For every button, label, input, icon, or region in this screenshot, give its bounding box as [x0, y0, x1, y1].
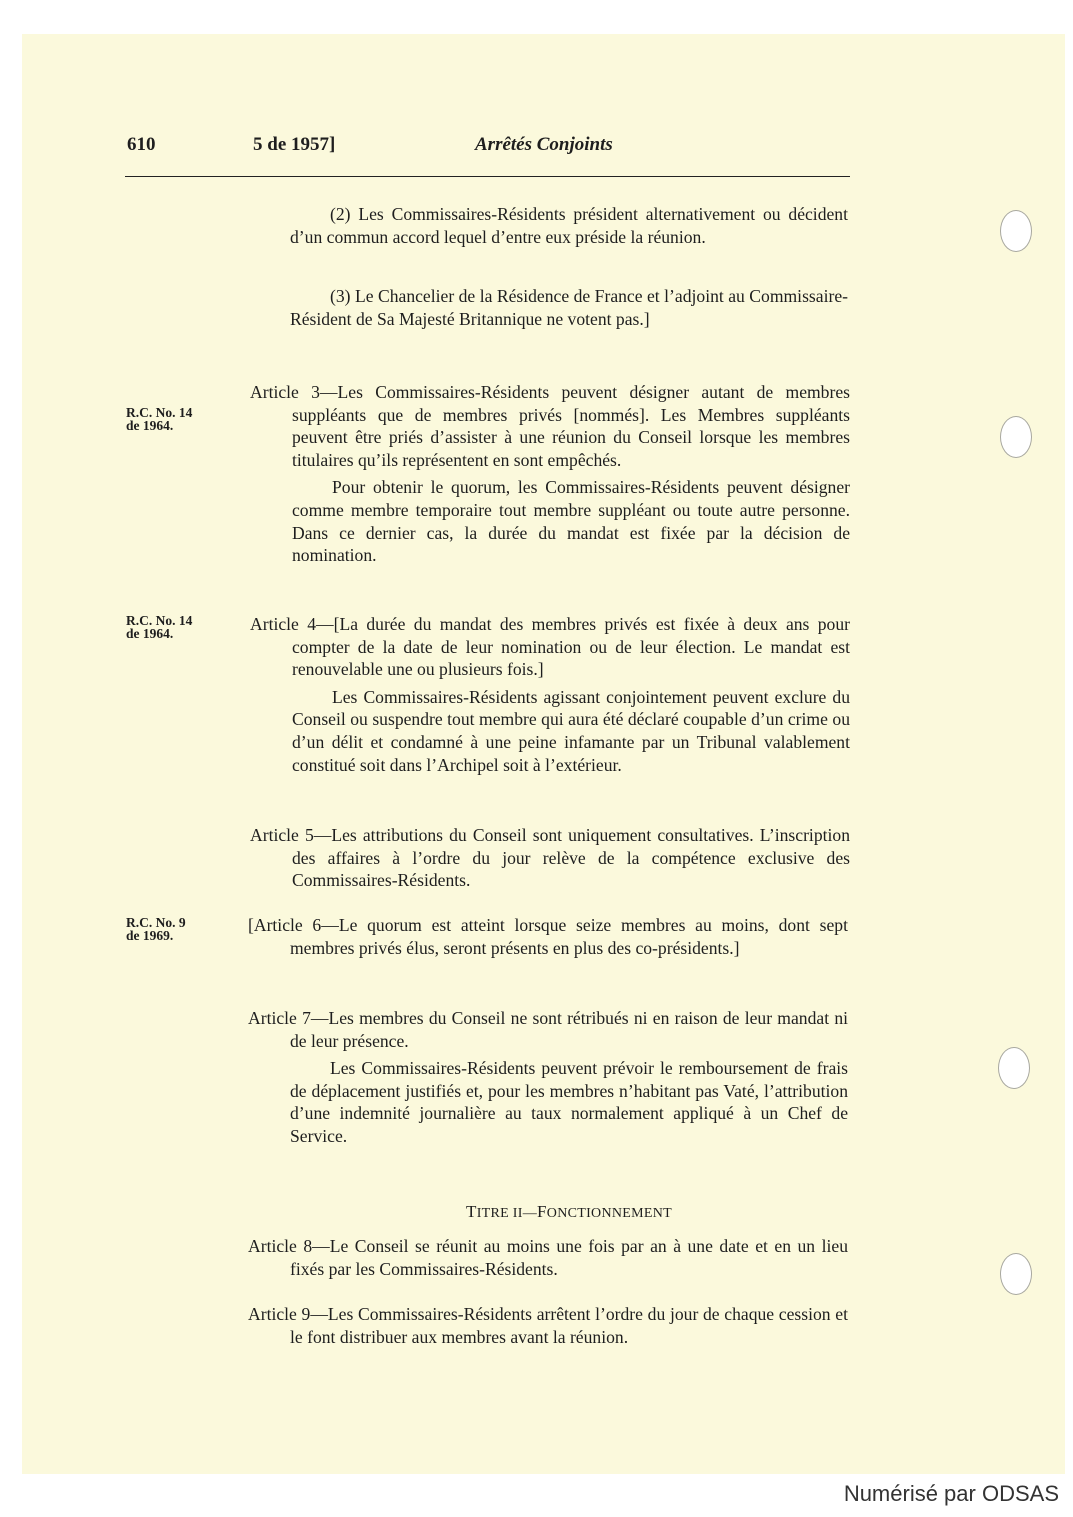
margin-note-article-6	[126, 916, 186, 942]
header-rule	[125, 176, 850, 177]
paragraph-3: (3) Le Chancelier de la Résidence de France et l’adjoint au Commissaire-Résident de Sa Majesté Britannique ne votent pas.]	[290, 286, 848, 329]
margin-note-line: de 1964.	[126, 418, 174, 433]
article-3-paragraph-2: Pour obtenir le quorum, les Commissaires-Résidents peuvent désigner comme membre temporaire tout membre suppléant ou toute autre personne. Dans ce dernier cas, la durée du mandat est fixée par la décision de nomination.	[292, 477, 850, 566]
article-7-text: Article 7—Les membres du Conseil ne sont rétribués ni en raison de leur mandat ni de leur présence.	[248, 1008, 848, 1051]
header-title: Arrêtés Conjoints	[475, 134, 613, 155]
section-title-cap: T	[466, 1202, 477, 1221]
paragraph-2: (2) Les Commissaires-Résidents président alternativement ou décident d’un commun accord lequel d’entre eux préside la réunion.	[290, 204, 848, 247]
punch-hole	[998, 1047, 1030, 1089]
article-6	[248, 914, 848, 959]
margin-note-article-3	[126, 406, 192, 432]
article-3-text: Article 3—Les Commissaires-Résidents peuvent désigner autant de membres suppléants que de membres privés [nommés]. Les Membres suppléants peuvent être priés d’assister à une réunion du Conseil lorsque les membres titulaires qu’ils représentent en sont empêchés.	[250, 382, 850, 470]
article-5-text: Article 5—Les attributions du Conseil sont uniquement consultatives. L’inscription des affaires à l’ordre du jour relève de la compétence exclusive des Commissaires-Résidents.	[250, 825, 850, 891]
header-year-ref: 5 de 1957]	[253, 134, 336, 155]
punch-hole	[1000, 1253, 1032, 1295]
section-title-cap: F	[537, 1202, 547, 1221]
section-title	[290, 1202, 848, 1222]
article-7	[248, 1007, 848, 1148]
article-9-text: Article 9—Les Commissaires-Résidents arrêtent l’ordre du jour de chaque cession et le font distribuer aux membres avant la réunion.	[248, 1304, 848, 1347]
margin-note-line: R.C. No. 14	[126, 405, 193, 420]
article-8	[248, 1235, 848, 1280]
margin-note-article-4	[126, 614, 192, 640]
section-title-part: ONCTIONNEMENT	[546, 1206, 672, 1221]
article-8-text: Article 8—Le Conseil se réunit au moins une fois par an à une date et en un lieu fixés par les Commissaires-Résidents.	[248, 1236, 848, 1279]
digitization-credit: Numérisé par ODSAS	[843, 1481, 1059, 1506]
punch-hole	[1000, 416, 1032, 458]
article-9	[248, 1303, 848, 1348]
article-3	[250, 381, 850, 567]
article-4-paragraph-2: Les Commissaires-Résidents agissant conjointement peuvent exclure du Conseil ou suspendre tout membre qui aura été déclaré coupable d’un crime ou d’un délit et condamné à une peine infamante par un Tribunal valablement constitué soit dans l’Archipel soit à l’extérieur.	[292, 686, 850, 775]
page-number: 610	[127, 134, 156, 155]
section-title-part: ITRE II—	[476, 1206, 538, 1221]
article-7-paragraph-2: Les Commissaires-Résidents peuvent prévoir le remboursement de frais de déplacement justifiés et, pour les membres n’habitant pas Vaté, l’attribution d’une indemnité journalière au taux normalement appliqué à un Chef de Service.	[290, 1058, 848, 1146]
margin-note-line: de 1969.	[126, 928, 174, 943]
margin-note-line: R.C. No. 9	[126, 915, 186, 930]
margin-note-line: de 1964.	[126, 626, 174, 641]
margin-note-line: R.C. No. 14	[126, 613, 193, 628]
article-5	[250, 824, 850, 892]
punch-hole	[1000, 210, 1032, 252]
article-4-text: Article 4—[La durée du mandat des membres privés est fixée à deux ans pour compter de la date de leur nomination ou de leur élection. Le mandat est renouvelable une ou plusieurs fois.]	[250, 614, 850, 680]
article-6-text: [Article 6—Le quorum est atteint lorsque seize membres au moins, dont sept membres privés élus, seront présents en plus des co-présidents.]	[248, 915, 848, 958]
article-4	[250, 613, 850, 776]
